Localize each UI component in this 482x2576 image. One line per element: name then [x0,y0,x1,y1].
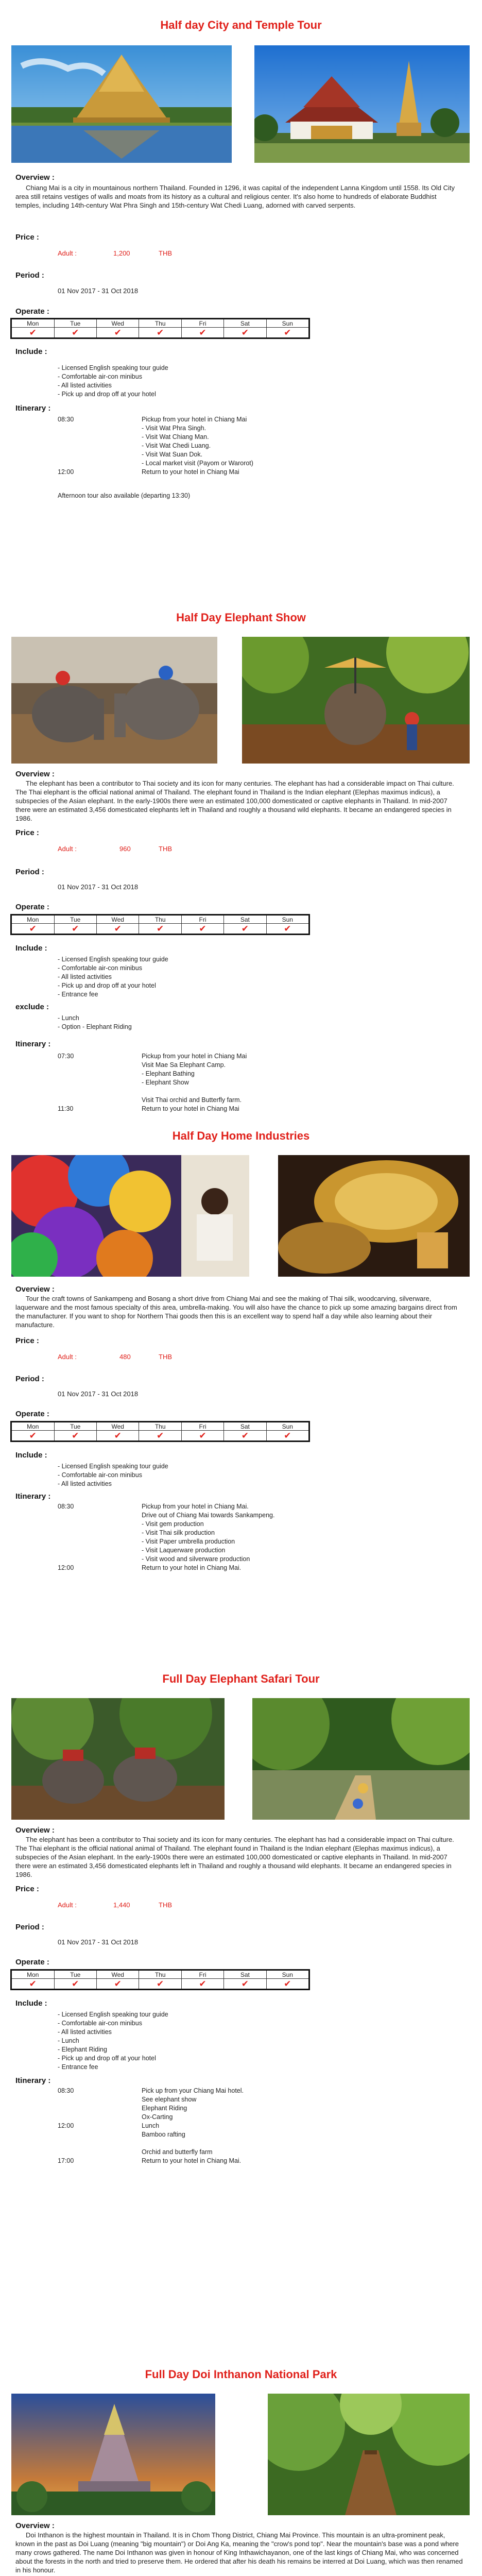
list-item: - All listed activities [58,381,168,390]
itinerary-text: - Elephant Show [142,1079,189,1086]
itinerary-text: Lunch [142,2122,160,2129]
itinerary-note: Afternoon tour also available (departing 13:30) [58,492,191,499]
check-icon: ✔ [224,328,266,338]
itinerary-row [58,1546,367,1555]
itinerary-row [58,2139,367,2148]
price-label: Price : [15,1336,39,1345]
check-icon: ✔ [181,1431,223,1442]
itinerary-time: 17:00 [58,2157,74,2164]
day-tue: Tue [54,1970,96,1979]
itinerary-row [58,1520,367,1529]
check-icon: ✔ [266,924,309,935]
overview-label: Overview : [15,770,55,778]
day-sat: Sat [224,1422,266,1431]
period-label: Period : [15,1923,44,1931]
itinerary-row [58,1061,367,1070]
price-adult-label: Adult : [58,1901,77,1909]
tour-section-doi-inthanon [0,2190,482,2576]
itinerary-time: 08:30 [58,416,74,423]
check-icon: ✔ [181,328,223,338]
itinerary-text: Elephant Riding [142,2105,187,2112]
tour-title: Full Day Doi Inthanon National Park [145,2368,337,2381]
day-wed: Wed [96,915,139,924]
list-item: - Comfortable air-con minibus [58,2019,168,2028]
exclude-list [58,1014,132,1031]
price-currency: THB [159,1353,172,1361]
list-item: - Licensed English speaking tour guide [58,1462,168,1471]
list-item: - Pick up and drop off at your hotel [58,2054,168,2063]
itinerary-row [58,1537,367,1546]
operate-label: Operate : [15,1410,49,1418]
check-icon: ✔ [54,1431,96,1442]
operate-label: Operate : [15,307,49,316]
itinerary-text: Pickup from your hotel in Chiang Mai [142,1053,247,1060]
itinerary-row [58,1529,367,1537]
period-label: Period : [15,1375,44,1383]
check-icon: ✔ [54,328,96,338]
list-item: - Pick up and drop off at your hotel [58,390,168,399]
itinerary-time: 12:00 [58,468,74,476]
day-tue: Tue [54,915,96,924]
check-icon: ✔ [96,924,139,935]
itinerary-row [58,2095,367,2104]
check-icon: ✔ [266,1431,309,1442]
itinerary-time: 12:00 [58,1564,74,1571]
check-icon: ✔ [139,924,181,935]
itinerary-text: Pickup from your hotel in Chiang Mai. [142,1503,249,1510]
check-icon: ✔ [96,328,139,338]
day-sun: Sun [266,1970,309,1979]
tour-title: Full Day Elephant Safari Tour [162,1672,320,1685]
itinerary-table [58,415,367,477]
list-item: - Licensed English speaking tour guide [58,364,168,372]
itinerary-text: See elephant show [142,2096,197,2103]
price-adult-label: Adult : [58,249,77,257]
period-dates: 01 Nov 2017 - 31 Oct 2018 [58,287,139,295]
itinerary-text: Return to your hotel in Chiang Mai [142,468,239,476]
itinerary-time: 07:30 [58,1053,74,1060]
forest-walkway-photo [268,2394,470,2515]
check-icon: ✔ [96,1431,139,1442]
check-icon: ✔ [139,1979,181,1990]
tour-title: Half day City and Temple Tour [160,19,322,31]
itinerary-row [58,2113,367,2122]
exclude-label: exclude : [15,1003,49,1011]
overview-label: Overview : [15,1826,55,1835]
itinerary-row [58,1502,367,1511]
day-wed: Wed [96,319,139,328]
itinerary-row [58,2122,367,2130]
itinerary-row [58,433,367,442]
include-list [58,1462,168,1488]
itinerary-text: Return to your hotel in Chiang Mai. [142,2157,242,2164]
overview-text: The elephant has been a contributor to Thai society and its icon for many centuries. The elephant has had a considerable impact on Thai culture. The Thai elephant is the official national animal of Thailand. The elephant found in Thailand is the Indian elephant (Elephas maximus indicus), a subspecies of the Asian elephant. In the early-1900s there were an estimated 100,000 domesticated or captive elephants in Thailand. In mid-2007 there were an estimated 3,456 domesticated elephants left in Thailand and roughly a thousand wild elephants. It became an endangered species in 1986. [15,779,454,822]
day-fri: Fri [181,1970,223,1979]
elephant-ride-photo [11,1698,225,1820]
itinerary-row [58,1078,367,1087]
itinerary-text: - Visit Wat Phra Singh. [142,425,206,432]
day-mon: Mon [11,1970,55,1979]
operate-days-table [10,1969,310,1990]
itinerary-row [58,424,367,433]
check-icon: ✔ [139,328,181,338]
price-currency: THB [159,845,172,853]
umbrella-painting-photo [11,1155,249,1277]
check-icon: ✔ [11,1979,55,1990]
itinerary-text: Pick up from your Chiang Mai hotel. [142,2087,244,2094]
itinerary-row [58,1511,367,1520]
price-amount: 960 [119,845,131,853]
list-item: - All listed activities [58,1480,168,1488]
itinerary-row [58,450,367,459]
period-label: Period : [15,868,44,876]
list-item: - Comfortable air-con minibus [58,964,168,973]
list-item: - Entrance fee [58,990,168,999]
list-item: - Lunch [58,2037,168,2045]
period-dates: 01 Nov 2017 - 31 Oct 2018 [58,1938,139,1946]
check-icon: ✔ [11,1431,55,1442]
bamboo-rafting-photo [252,1698,470,1820]
price-label: Price : [15,233,39,242]
check-icon: ✔ [181,1979,223,1990]
itinerary-row [58,1070,367,1078]
price-currency: THB [159,1901,172,1909]
doi-inthanon-pagoda-photo [11,2394,215,2515]
itinerary-row [58,442,367,450]
day-wed: Wed [96,1422,139,1431]
list-item: - All listed activities [58,2028,168,2037]
itinerary-time: 08:30 [58,1503,74,1510]
lacquerware-photo [278,1155,470,1277]
itinerary-row [58,1052,367,1061]
day-thu: Thu [139,915,181,924]
itinerary-text: - Visit gem production [142,1520,204,1528]
itinerary-text: - Visit Paper umbrella production [142,1538,235,1545]
list-item: - Elephant Riding [58,2045,168,2054]
elephant-forest-photo [242,637,470,764]
itinerary-text: Return to your hotel in Chiang Mai. [142,1564,242,1571]
period-dates: 01 Nov 2017 - 31 Oct 2018 [58,1390,139,1398]
day-mon: Mon [11,1422,55,1431]
itinerary-text: - Visit Wat Suan Dok. [142,451,203,458]
itinerary-label: Itinerary : [15,404,51,413]
itinerary-row [58,468,367,477]
temple-chedi-photo [11,45,232,163]
period-label: Period : [15,271,44,280]
include-list [58,364,168,399]
day-wed: Wed [96,1970,139,1979]
tour-section-home-industries [0,1092,482,1571]
itinerary-time: 08:30 [58,2087,74,2094]
day-sun: Sun [266,319,309,328]
day-fri: Fri [181,1422,223,1431]
tour-section-city-temple [0,0,482,515]
include-list [58,2010,168,2072]
price-amount: 1,440 [113,1901,130,1909]
day-tue: Tue [54,1422,96,1431]
itinerary-time: 11:30 [58,1105,74,1112]
day-sat: Sat [224,915,266,924]
price-label: Price : [15,1885,39,1893]
itinerary-text: - Visit wood and silverware production [142,1555,250,1563]
include-label: Include : [15,347,47,356]
overview-text: Chiang Mai is a city in mountainous northern Thailand. Founded in 1296, it was capital of the independent Lanna Kingdom until 1558. Its Old City area still retains vestiges of walls and moats from its history as a cultural and religious center. It's also home to hundreds of elaborate Buddhist temples, including 14th-century Wat Phra Singh and 15th-century Wat Chedi Luang, adorned with carved serpents. [15,184,455,209]
list-item: - Licensed English speaking tour guide [58,2010,168,2019]
operate-label: Operate : [15,903,49,911]
day-sun: Sun [266,915,309,924]
itinerary-text: Drive out of Chiang Mai towards Sankampeng. [142,1512,275,1519]
itinerary-text: Return to your hotel in Chiang Mai [142,1105,239,1112]
list-item: - Entrance fee [58,2063,168,2072]
day-mon: Mon [11,319,55,328]
itinerary-row [58,2130,367,2139]
check-icon: ✔ [266,328,309,338]
list-item: - Comfortable air-con minibus [58,372,168,381]
list-item: - Option - Elephant Riding [58,1023,132,1031]
itinerary-row [58,2104,367,2113]
price-amount: 480 [119,1353,131,1361]
list-item: - Licensed English speaking tour guide [58,955,168,964]
list-item: - Pick up and drop off at your hotel [58,981,168,990]
include-list [58,955,168,999]
day-thu: Thu [139,1422,181,1431]
day-sun: Sun [266,1422,309,1431]
include-label: Include : [15,1451,47,1460]
check-icon: ✔ [11,328,55,338]
day-mon: Mon [11,915,55,924]
overview-label: Overview : [15,2521,55,2530]
overview-label: Overview : [15,1285,55,1294]
day-sat: Sat [224,1970,266,1979]
include-label: Include : [15,944,47,953]
itinerary-text: - Visit Thai silk production [142,1529,215,1536]
price-amount: 1,200 [113,249,130,257]
check-icon: ✔ [224,924,266,935]
day-sat: Sat [224,319,266,328]
price-adult-label: Adult : [58,1353,77,1361]
day-thu: Thu [139,1970,181,1979]
tour-title: Half Day Home Industries [172,1129,310,1142]
check-icon: ✔ [181,924,223,935]
day-fri: Fri [181,915,223,924]
check-icon: ✔ [11,924,55,935]
operate-days-table [10,1421,310,1442]
itinerary-text: - Visit Wat Chedi Luang. [142,442,211,449]
tour-title: Half Day Elephant Show [176,611,306,624]
operate-days-table [10,318,310,339]
list-item: - Lunch [58,1014,132,1023]
itinerary-text: Visit Thai orchid and Butterfly farm. [142,1096,242,1104]
itinerary-row [58,2087,367,2095]
check-icon: ✔ [139,1431,181,1442]
check-icon: ✔ [54,924,96,935]
itinerary-text: - Elephant Bathing [142,1070,195,1077]
itinerary-label: Itinerary : [15,1040,51,1048]
white-temple-hall-photo [254,45,470,163]
day-tue: Tue [54,319,96,328]
check-icon: ✔ [266,1979,309,1990]
list-item: - All listed activities [58,973,168,981]
period-dates: 01 Nov 2017 - 31 Oct 2018 [58,883,139,891]
tour-section-elephant-show [0,515,482,1112]
itinerary-label: Itinerary : [15,1492,51,1501]
itinerary-row [58,459,367,468]
itinerary-text: Bamboo rafting [142,2131,185,2138]
price-label: Price : [15,828,39,837]
itinerary-text: Orchid and butterfly farm [142,2148,213,2156]
overview-label: Overview : [15,173,55,182]
operate-days-table [10,914,310,935]
itinerary-label: Itinerary : [15,2076,51,2085]
overview-text: Doi Inthanon is the highest mountain in Thailand. It is in Chom Thong District, Chiang Mai Province. This mountain is an ultra-prominent peak, known in the past as Doi Luang (meaning "big mountain") or Doi Ang Ka, meaning the "crow's pond top". Near the mountain's base was a pond where many crows gathered. The name Doi Inthanon was given in honour of King Inthawichayanon, one of the last kings of Chiang Mai, who was concerned about the forests in the north and tried to preserve them. He ordered that after his death his remains be interred at Doi Luang, which was then renamed in his honour. [15,2531,463,2574]
check-icon: ✔ [224,1431,266,1442]
itinerary-text: - Local market visit (Payom or Warorot) [142,460,253,467]
itinerary-row [58,2157,367,2165]
itinerary-text: Visit Mae Sa Elephant Camp. [142,1061,226,1069]
operate-label: Operate : [15,1958,49,1967]
include-label: Include : [15,1999,47,2008]
elephant-show-photo [11,637,217,764]
overview-text: The elephant has been a contributor to Thai society and its icon for many centuries. The elephant has had a considerable impact on Thai culture. The Thai elephant is the official national animal of Thailand. The elephant found in Thailand is the Indian elephant (Elephas maximus indicus), a subspecies of the Asian elephant. In the early-1900s there were an estimated 100,000 domesticated or captive elephants in Thailand. In mid-2007 there were an estimated 3,456 domesticated elephants left in Thailand and roughly a thousand wild elephants. It became an endangered species in 1986. [15,1836,454,1878]
itinerary-text: Ox-Carting [142,2113,173,2121]
list-item: - Comfortable air-con minibus [58,1471,168,1480]
itinerary-text: - Visit Wat Chiang Man. [142,433,209,440]
itinerary-table [58,2087,367,2165]
check-icon: ✔ [96,1979,139,1990]
itinerary-text: - Visit Laquerware production [142,1547,226,1554]
day-fri: Fri [181,319,223,328]
itinerary-text: Pickup from your hotel in Chiang Mai [142,416,247,423]
tour-section-elephant-safari [0,1556,482,2190]
overview-text: Tour the craft towns of Sankampeng and Bosang a short drive from Chiang Mai and see the making of Thai silk, woodcarving, silverware, laquerware and the most famous specialty of this area, umbrella-making. You will also have the chance to pick up some amazing bargains direct from the manufacturer. If you want to shop for Northern Thai goods then this is an excellent way to spend half a day while also learning about their manufacture. [15,1295,457,1329]
price-currency: THB [159,249,172,257]
itinerary-row [58,415,367,424]
itinerary-time: 12:00 [58,2122,74,2129]
check-icon: ✔ [224,1979,266,1990]
check-icon: ✔ [54,1979,96,1990]
itinerary-row [58,2148,367,2157]
price-adult-label: Adult : [58,845,77,853]
day-thu: Thu [139,319,181,328]
